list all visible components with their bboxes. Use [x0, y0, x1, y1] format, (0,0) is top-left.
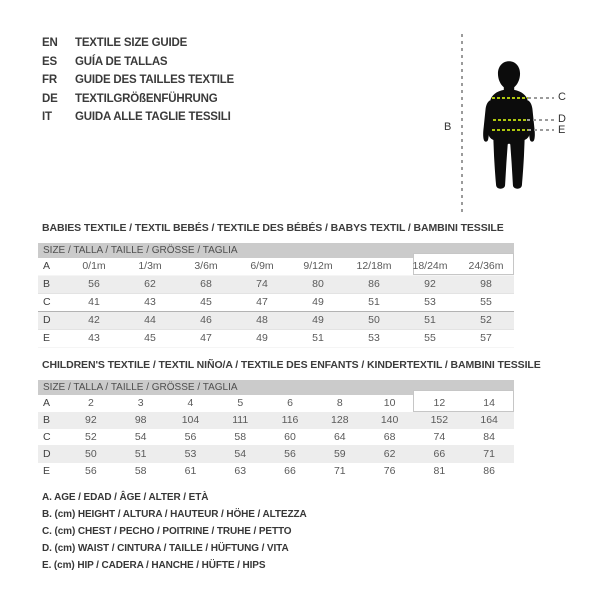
table-row	[38, 395, 514, 412]
table-cell: 140	[380, 414, 399, 426]
table-cell: 8	[336, 397, 343, 409]
row-label: C	[43, 296, 51, 308]
table-cell: 68	[200, 278, 212, 290]
table-cell: 84	[483, 431, 495, 443]
table-cell: 74	[256, 278, 268, 290]
row-label: C	[43, 431, 51, 443]
table-cell: 55	[480, 296, 492, 308]
table-cell: 12/18m	[356, 260, 392, 272]
waist-measure-line	[493, 119, 527, 121]
table-row	[38, 276, 514, 294]
table-cell: 51	[312, 332, 324, 344]
language-row	[42, 90, 234, 109]
table-cell: 71	[333, 465, 346, 477]
table-cell: 49	[312, 296, 324, 308]
table-cell: 64	[333, 431, 346, 443]
table-cell: 81	[433, 465, 446, 477]
table-cell: 98	[134, 414, 147, 426]
table-cell: 62	[383, 448, 396, 460]
table-cell: 56	[88, 278, 100, 290]
table-cell: 45	[144, 332, 156, 344]
table-cell: 74	[433, 431, 446, 443]
height-measure-label: B	[444, 121, 452, 133]
table-cell: 51	[368, 296, 380, 308]
table-cell: 53	[424, 296, 436, 308]
table-row	[38, 463, 514, 480]
size-header: SIZE / TALLA / TAILLE / GRÖSSE / TAGLIA	[38, 380, 514, 395]
table-cell: 128	[331, 414, 349, 426]
table-cell: 46	[200, 314, 212, 326]
legend-item: D. (cm) WAIST / CINTURA / TAILLE / HÜFTUNG / VITA	[42, 543, 289, 554]
row-label: D	[43, 314, 51, 326]
table-cell: 4	[187, 397, 194, 409]
table-row	[38, 429, 514, 446]
table-cell: 61	[184, 465, 197, 477]
row-label: B	[43, 414, 51, 426]
table-cell: 66	[433, 448, 446, 460]
table-cell: 104	[181, 414, 200, 426]
table-row	[38, 312, 514, 330]
language-title-list	[42, 34, 234, 127]
chest-measure-line	[492, 97, 528, 99]
table-cell: 80	[312, 278, 324, 290]
table-cell: 49	[312, 314, 324, 326]
language-label: GUÍA DE TALLAS	[75, 55, 168, 68]
table-cell: 111	[232, 414, 249, 426]
table-cell: 56	[284, 448, 296, 460]
language-code: ES	[42, 55, 57, 68]
table-cell: 52	[480, 314, 492, 326]
table-cell: 43	[88, 332, 100, 344]
table-cell: 50	[85, 448, 97, 460]
table-cell: 14	[483, 397, 495, 409]
children-size-table	[38, 380, 514, 480]
table-cell: 45	[200, 296, 212, 308]
table-cell: 92	[424, 278, 436, 290]
table-cell: 51	[424, 314, 436, 326]
table-cell: 2	[87, 397, 94, 409]
legend-item: E. (cm) HIP / CADERA / HANCHE / HÜFTE / HIPS	[42, 560, 266, 571]
table-cell: 98	[480, 278, 492, 290]
hip-measure-line	[492, 129, 528, 131]
babies-size-table	[38, 243, 514, 348]
table-cell: 41	[88, 296, 100, 308]
table-cell: 49	[256, 332, 268, 344]
row-label: D	[43, 448, 51, 460]
children-table-rows	[38, 395, 514, 480]
table-cell: 66	[284, 465, 296, 477]
table-cell: 62	[144, 278, 156, 290]
table-cell: 42	[88, 314, 100, 326]
table-cell: 53	[184, 448, 197, 460]
child-silhouette	[470, 30, 548, 220]
table-cell: 56	[184, 431, 197, 443]
table-cell: 63	[234, 465, 247, 477]
table-cell: 51	[134, 448, 147, 460]
language-row	[42, 108, 234, 127]
waist-measure-label: D	[558, 113, 566, 125]
language-label: GUIDA ALLE TAGLIE TESSILI	[75, 111, 231, 123]
table-cell: 58	[234, 431, 247, 443]
table-cell: 3	[137, 397, 144, 409]
babies-table-rows	[38, 258, 514, 348]
language-row	[42, 53, 234, 72]
language-row	[42, 71, 234, 90]
row-label: B	[43, 278, 51, 290]
table-cell: 86	[483, 465, 495, 477]
table-cell: 76	[383, 465, 396, 477]
size-header: SIZE / TALLA / TAILLE / GRÖSSE / TAGLIA	[38, 243, 514, 258]
table-cell: 9/12m	[303, 260, 333, 272]
measurement-figure	[430, 8, 600, 226]
table-cell: 52	[85, 431, 97, 443]
table-cell: 3/6m	[194, 260, 218, 272]
language-code: IT	[42, 111, 52, 123]
table-cell: 92	[85, 414, 97, 426]
legend-item: A. AGE / EDAD / ÂGE / ALTER / ETÀ	[42, 492, 209, 503]
table-row	[38, 412, 514, 429]
table-cell: 54	[234, 448, 247, 460]
table-cell: 152	[430, 414, 449, 426]
language-code: FR	[42, 74, 57, 86]
table-cell: 54	[134, 431, 147, 443]
row-label: A	[43, 260, 51, 272]
table-cell: 44	[144, 314, 156, 326]
table-cell: 68	[383, 431, 396, 443]
table-row	[38, 258, 514, 276]
chest-guide-line	[528, 97, 554, 99]
table-cell: 55	[424, 332, 436, 344]
table-cell: 5	[237, 397, 244, 409]
table-cell: 10	[383, 397, 396, 409]
row-label: A	[43, 397, 51, 409]
table-cell: 12	[433, 397, 446, 409]
table-cell: 47	[256, 296, 268, 308]
table-cell: 71	[483, 448, 495, 460]
table-cell: 116	[281, 414, 299, 426]
table-row	[38, 330, 514, 348]
table-cell: 58	[134, 465, 147, 477]
table-cell: 6	[287, 397, 293, 409]
table-cell: 50	[368, 314, 380, 326]
table-cell: 1/3m	[138, 260, 162, 272]
table-cell: 53	[368, 332, 380, 344]
language-label: GUIDE DES TAILLES TEXTILE	[75, 74, 234, 86]
table-cell: 59	[333, 448, 346, 460]
children-table-title: CHILDREN'S TEXTILE / TEXTIL NIÑO/A / TEXTILE DES ENFANTS / KINDERTEXTIL / BAMBINI TESSILE	[42, 359, 541, 371]
babies-table-title: BABIES TEXTILE / TEXTIL BEBÉS / TEXTILE DES BÉBÉS / BABYS TEXTIL / BAMBINI TESSILE	[42, 222, 504, 234]
row-label: E	[43, 332, 51, 344]
legend-item: C. (cm) CHEST / PECHO / POITRINE / TRUHE / PETTO	[42, 526, 292, 537]
hip-guide-line	[528, 129, 554, 131]
table-cell: 57	[480, 332, 492, 344]
language-row	[42, 34, 234, 53]
table-cell: 56	[85, 465, 97, 477]
table-cell: 47	[200, 332, 212, 344]
table-cell: 24/36m	[468, 260, 504, 272]
chest-measure-label: C	[558, 91, 566, 103]
table-row	[38, 446, 514, 463]
table-cell: 18/24m	[412, 260, 448, 272]
table-row	[38, 294, 514, 312]
row-label: E	[43, 465, 51, 477]
table-cell: 0/1m	[82, 260, 106, 272]
table-cell: 43	[144, 296, 156, 308]
table-cell: 48	[256, 314, 268, 326]
language-code: EN	[42, 37, 58, 49]
language-label: TEXTILGRÖßENFÜHRUNG	[75, 92, 218, 105]
height-guide-line	[461, 34, 463, 214]
table-cell: 6/9m	[250, 260, 274, 272]
measurement-legend	[42, 489, 307, 574]
hip-measure-label: E	[558, 124, 566, 136]
language-label: TEXTILE SIZE GUIDE	[75, 37, 188, 49]
table-cell: 164	[480, 414, 498, 426]
table-cell: 60	[284, 431, 296, 443]
language-code: DE	[42, 92, 58, 105]
table-cell: 86	[368, 278, 380, 290]
waist-guide-line	[527, 119, 554, 121]
legend-item: B. (cm) HEIGHT / ALTURA / HAUTEUR / HÖHE / ALTEZZA	[42, 509, 307, 520]
